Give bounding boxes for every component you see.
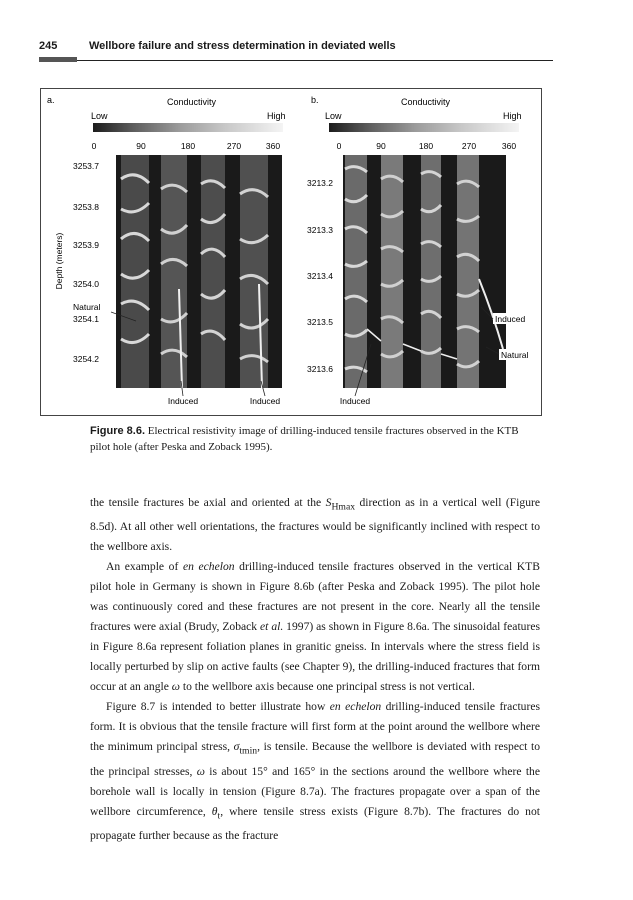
panel-a-induced-label-2: Induced [249,396,281,406]
panel-b-tick-90: 90 [376,141,386,151]
text-run: , where tensile stress exists (Figure 8.7b). The fractures do not propagate further because as the fracture [90,804,540,842]
paragraph-2 [90,557,540,697]
panel-b-letter: b. [311,95,319,105]
panel-a-letter: a. [47,95,55,105]
panel-a-depth-3253-8: 3253.8 [73,202,99,212]
figure-caption [90,423,540,455]
panel-b-induced-label-right: Induced [495,314,526,324]
text-run: ω [171,680,180,694]
text-run: S [325,496,332,509]
panel-a-induced-label-1: Induced [167,396,199,406]
panel-a-high-label: High [267,111,286,121]
text-run: Figure 8.7 is intended to better illustrate how [106,700,330,714]
text-run: en echelon [182,560,235,574]
page-number: 245 [39,40,58,52]
panel-b-high-label: High [503,111,522,121]
panel-b-tick-270: 270 [461,141,477,151]
header-accent-bar [39,57,77,62]
running-title: Wellbore failure and stress determination in deviated wells [89,40,396,52]
panel-a-depth-3254-1: 3254.1 [73,314,99,324]
panel-b-tick-360: 360 [501,141,517,151]
text-run: tmin [239,745,258,757]
text-run: en echelon [329,700,382,714]
text-run: et al. [260,620,284,634]
panel-a-tick-270: 270 [226,141,242,151]
text-run: drilling-induced tensile fractures observed in the vertical KTB pilot hole in Germany is shown in Figure 8.6b (after Peska and Zoback 1995). The pilot hole was continuously cored and these fractures are not present in the core. Nearly all the tensile fractures were axial (Brudy, Zoback [90,560,540,634]
panel-a-y-axis-label: Depth (meters) [54,232,64,290]
caption-text: Electrical resistivity image of drilling-induced tensile fractures observed in the KTB pilot hole (after Peska and Zoback 1995). [90,425,519,453]
header-rule [77,60,553,61]
panel-a-tick-360: 360 [265,141,281,151]
panel-a-resistivity-image [116,155,282,388]
panel-a-tick-0: 0 [91,141,97,151]
panel-a-tick-180: 180 [180,141,196,151]
text-run: Hmax [331,501,356,513]
panel-b-depth-3213-4: 3213.4 [307,271,333,281]
panel-b-tick-180: 180 [418,141,434,151]
paragraph-1 [90,493,540,557]
panel-b-low-label: Low [325,111,342,121]
panel-b-resistivity-image [343,155,506,388]
panel-a-depth-3253-7: 3253.7 [73,161,99,171]
text-run: drilling-induced tensile fractures form. It is obvious that the tensile fracture will first form at the point around the wellbore where the minimum principal stress, [90,700,540,754]
panel-a-conductivity-label: Conductivity [167,97,217,107]
panel-b-conductivity-label: Conductivity [401,97,451,107]
caption-label: Figure 8.6. [90,425,146,437]
text-run: σ [233,740,240,754]
panel-b-natural-label: Natural [501,350,529,360]
panel-a-depth-3254-2: 3254.2 [73,354,99,364]
panel-a-color-bar [93,123,283,132]
panel-b-depth-3213-2: 3213.2 [307,178,333,188]
text-run: An example of [106,560,183,574]
text-run: the tensile fractures be axial and oriented at the [90,496,326,509]
panel-a-natural-label: Natural [73,302,101,312]
text-run: t [217,809,221,821]
panel-b-induced-label-bottom: Induced [339,396,371,406]
text-run: θ [211,804,218,818]
body-text [90,493,540,846]
figure-graphic [41,89,541,415]
text-run: 1997) as shown in Figure 8.6a. The sinusoidal features in Figure 8.6a represent foliation planes in granitic gneiss. In intervals where the stress field is locally perturbed by slip on active faults (see Chapter 9), the drilling-induced fractures that form occur at an angle [90,620,540,694]
text-run: ω [196,764,205,778]
text-run: to the wellbore axis because one principal stress is not vertical. [179,680,475,694]
panel-b-depth-3213-6: 3213.6 [307,364,333,374]
panel-a-tick-90: 90 [136,141,146,151]
text-run: direction as in a vertical well (Figure 8.5d). At all other well orientations, the fractures would be significantly inclined with respect to the wellbore axis. [90,496,541,554]
panel-b-color-bar [329,123,519,132]
panel-a-depth-3253-9: 3253.9 [73,240,99,250]
panel-b-tick-0: 0 [336,141,342,151]
text-run: is about 15° and 165° in the sections around the wellbore where the borehole wall is locally in tension (Figure 8.7a). The fractures propagate over a span of the wellbore circumference, [90,764,540,818]
panel-a-depth-3254-0: 3254.0 [73,279,99,289]
panel-a-low-label: Low [91,111,108,121]
figure-8-6 [40,88,542,416]
text-run: , is tensile. Because the wellbore is deviated with respect to the principal stresses, [90,740,541,778]
panel-b-depth-3213-3: 3213.3 [307,225,333,235]
paragraph-3 [90,697,540,846]
panel-b-depth-3213-5: 3213.5 [307,317,333,327]
